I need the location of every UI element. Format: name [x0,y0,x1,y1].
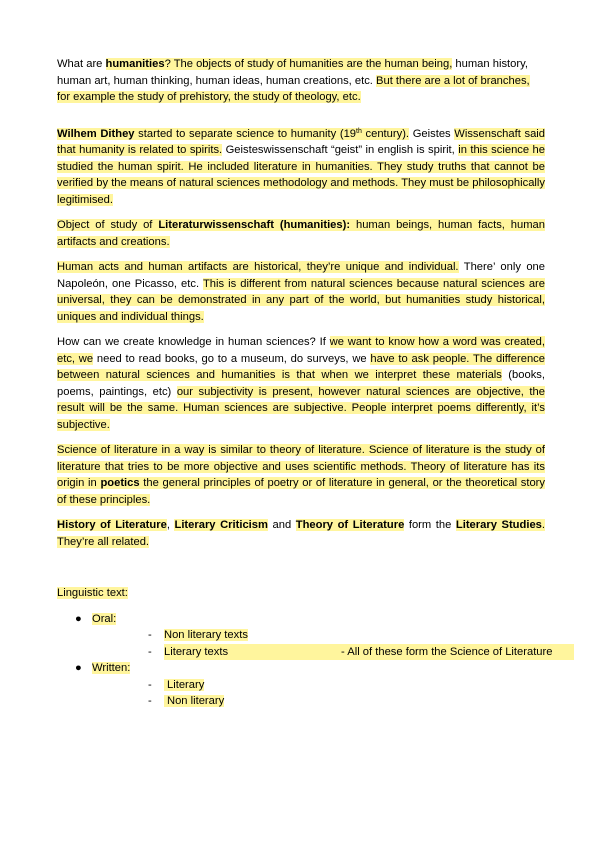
list-item [92,644,553,661]
highlighted-text: Linguistic text: [57,587,128,599]
text-span: There’ only one Napoleón, one Picasso, etc. [57,261,545,290]
highlighted-text: human beings, human facts, human artifacts and creations. [57,219,545,248]
linguistic-heading [57,585,545,602]
dash-icon: - [148,678,152,691]
paragraph-knowledge [57,334,545,433]
paragraph-science-of-literature [57,442,545,508]
highlighted-text: century). [361,127,410,140]
superscript: th [356,127,362,135]
list-label: Non literary texts [164,629,248,641]
list-label: Written: [92,662,131,674]
dash-icon: - [148,645,152,658]
text-span: How can we create knowledge in human sciences? If [57,336,330,348]
highlighted-text: Science of literature in a way is similar to theory of literature. Science of literature is the study of literature that tries to be more objective and uses scientific methods. Theory of literature has its origin in [57,444,545,489]
highlighted-text: we want to know how a word was created, etc, we [57,336,545,365]
highlighted-text: our subjectivity is present, however natural sciences are objective, the result will be the same. Human sciences are subjective. People interpret poems differently, it’s subjective. [57,385,545,431]
highlighted-text: Human acts and human artifacts are historical, they’re unique and individual. [57,261,459,273]
bold-term: poetics [100,477,140,489]
bold-term: Literaturwissenschaft (humanities): [158,219,351,231]
bullet-icon: ● [75,662,82,674]
list-item-oral [57,611,553,661]
highlighted-text: in this science he studied the human spirit. He included literature in humanities. They study truths that cannot be verified by the means of natural sciences methodology and methods. They must be philosophically legitimised. [57,144,545,206]
text-span: human history, human art, human thinking, human ideas, human creations, etc. [57,58,528,87]
bold-term: Literary Studies [455,519,542,531]
highlighted-text: This is different from natural sciences because natural sciences are universal, they can be demonstrated in any part of the world, but humanities study historical, uniques and individual things. [57,277,546,323]
text-span: Geistes [409,127,455,140]
list-label: Oral: [92,612,117,625]
highlighted-text: have to ask people. The difference between natural sciences and humanities is that when we interpret these materials [57,352,545,381]
highlighted-text: Object of study of [57,219,159,231]
paragraph-literary-studies [57,517,545,550]
document-page [57,56,553,710]
highlighted-text: . They’re all related. [57,519,545,548]
text-span: Geisteswissenschaft “geist” in english is spirit, [222,144,459,156]
paragraph-object-of-study [57,217,545,250]
bold-term: Literary Criticism [174,519,268,531]
bold-term: humanities [105,58,165,70]
list-item [92,677,545,694]
bullet-icon: ● [75,612,82,625]
dash-icon: - [148,695,152,707]
list-item-written [57,660,545,710]
list-label: Literary texts [164,645,229,658]
list-item [92,693,545,710]
text-span: form the [404,519,456,531]
list-item [92,627,545,644]
highlighted-text: But there are a lot of branches, for example the study of prehistory, the study of theology, etc. [57,74,530,103]
text-span: and [267,519,296,531]
list-label: Literary [164,679,204,691]
list-label: Non literary [164,695,224,707]
highlighted-text: started to separate science to humanity (19 [134,127,357,140]
text-span: , [166,519,175,531]
written-sublist [92,677,545,710]
linguistic-list [57,611,553,710]
paragraph-dithey [57,126,545,209]
highlighted-text: the general principles of poetry or of literature in general, or the theoretical story of these principles. [57,477,545,506]
list-note: - All of these form the Science of Literature [341,645,553,658]
highlighted-text: ? The objects of study of humanities are the human being, [164,58,453,70]
bold-term: History of Literature [57,519,167,531]
paragraph-human-acts [57,259,545,325]
highlighted-text: Wissenschaft said that humanity is related to spirits. [57,127,545,156]
bold-term: Wilhem Dithey [57,127,135,140]
bold-term: Theory of Literature [295,519,405,531]
dash-icon: - [148,629,152,641]
oral-sublist [92,627,553,660]
paragraph-humanities [57,56,545,106]
text-span: need to read books, go to a museum, do surveys, we [93,352,371,365]
text-span: What are [57,58,106,70]
text-span: (books, poems, paintings, etc) [57,369,545,398]
